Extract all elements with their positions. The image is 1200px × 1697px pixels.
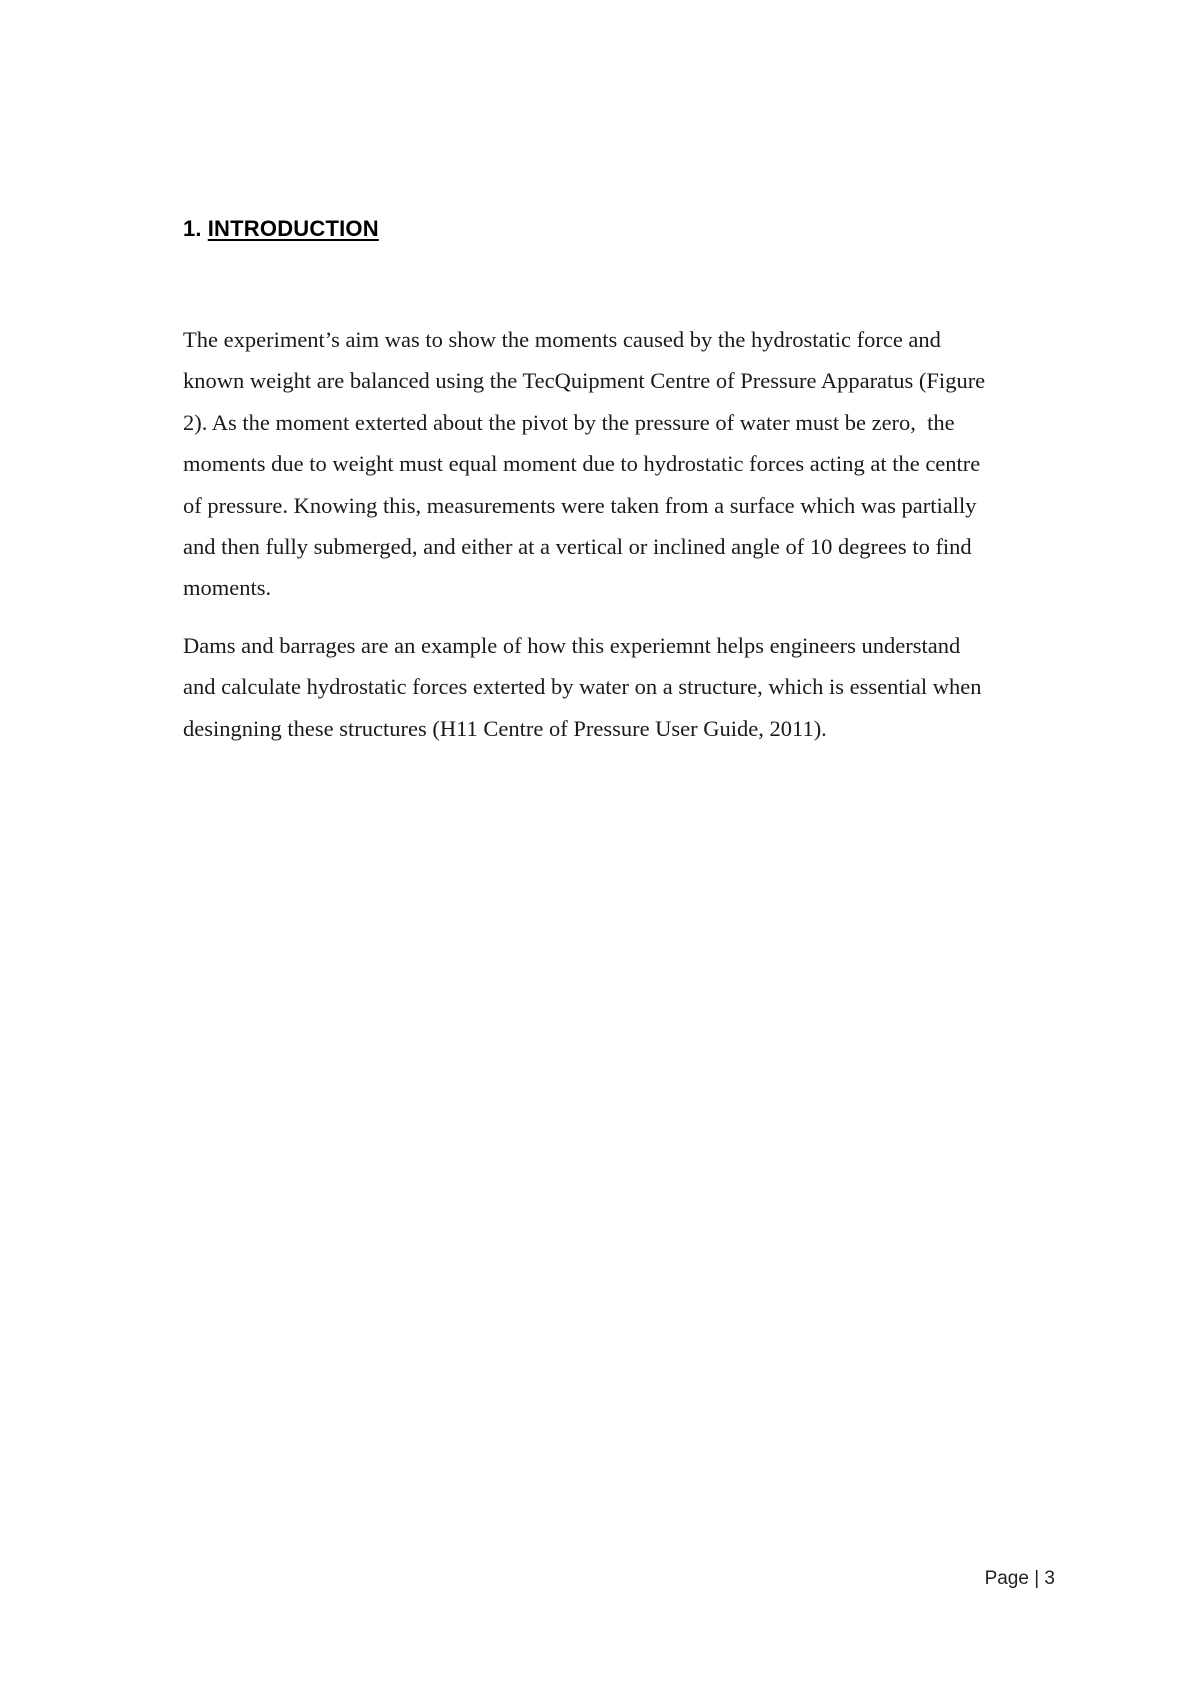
paragraph-line: The experiment’s aim was to show the moments caused by the hydrostatic force and [183,327,941,352]
section-heading [183,216,379,242]
section-title: INTRODUCTION [207,216,379,241]
paragraph-line: of pressure. Knowing this, measurements were taken from a surface which was partially [183,492,977,518]
paragraph-line: and then fully submerged, and either at a vertical or inclined angle of 10 degrees to find [183,534,972,560]
paragraph-line: moments due to weight must equal moment due to hydrostatic forces acting at the centre [183,451,981,477]
paragraph-application [183,625,1063,749]
paragraph-line: 2). As the moment exterted about the pivot by the pressure of water must be zero, the [183,409,955,435]
paragraph-aim [183,319,1063,609]
paragraph-line: known weight are balanced using the TecQuipment Centre of Pressure Apparatus (Figure [183,368,986,394]
section-number: 1. [183,216,202,241]
paragraph-line: desingning these structures (H11 Centre of Pressure User Guide, 2011). [183,715,827,741]
paragraph-line: and calculate hydrostatic forces exterted by water on a structure, which is essential when [183,674,982,700]
paragraph-line: moments. [183,575,272,601]
page-number: Page | 3 [984,1568,1055,1589]
paragraph-line: Dams and barrages are an example of how this experiemnt helps engineers understand [183,633,961,658]
